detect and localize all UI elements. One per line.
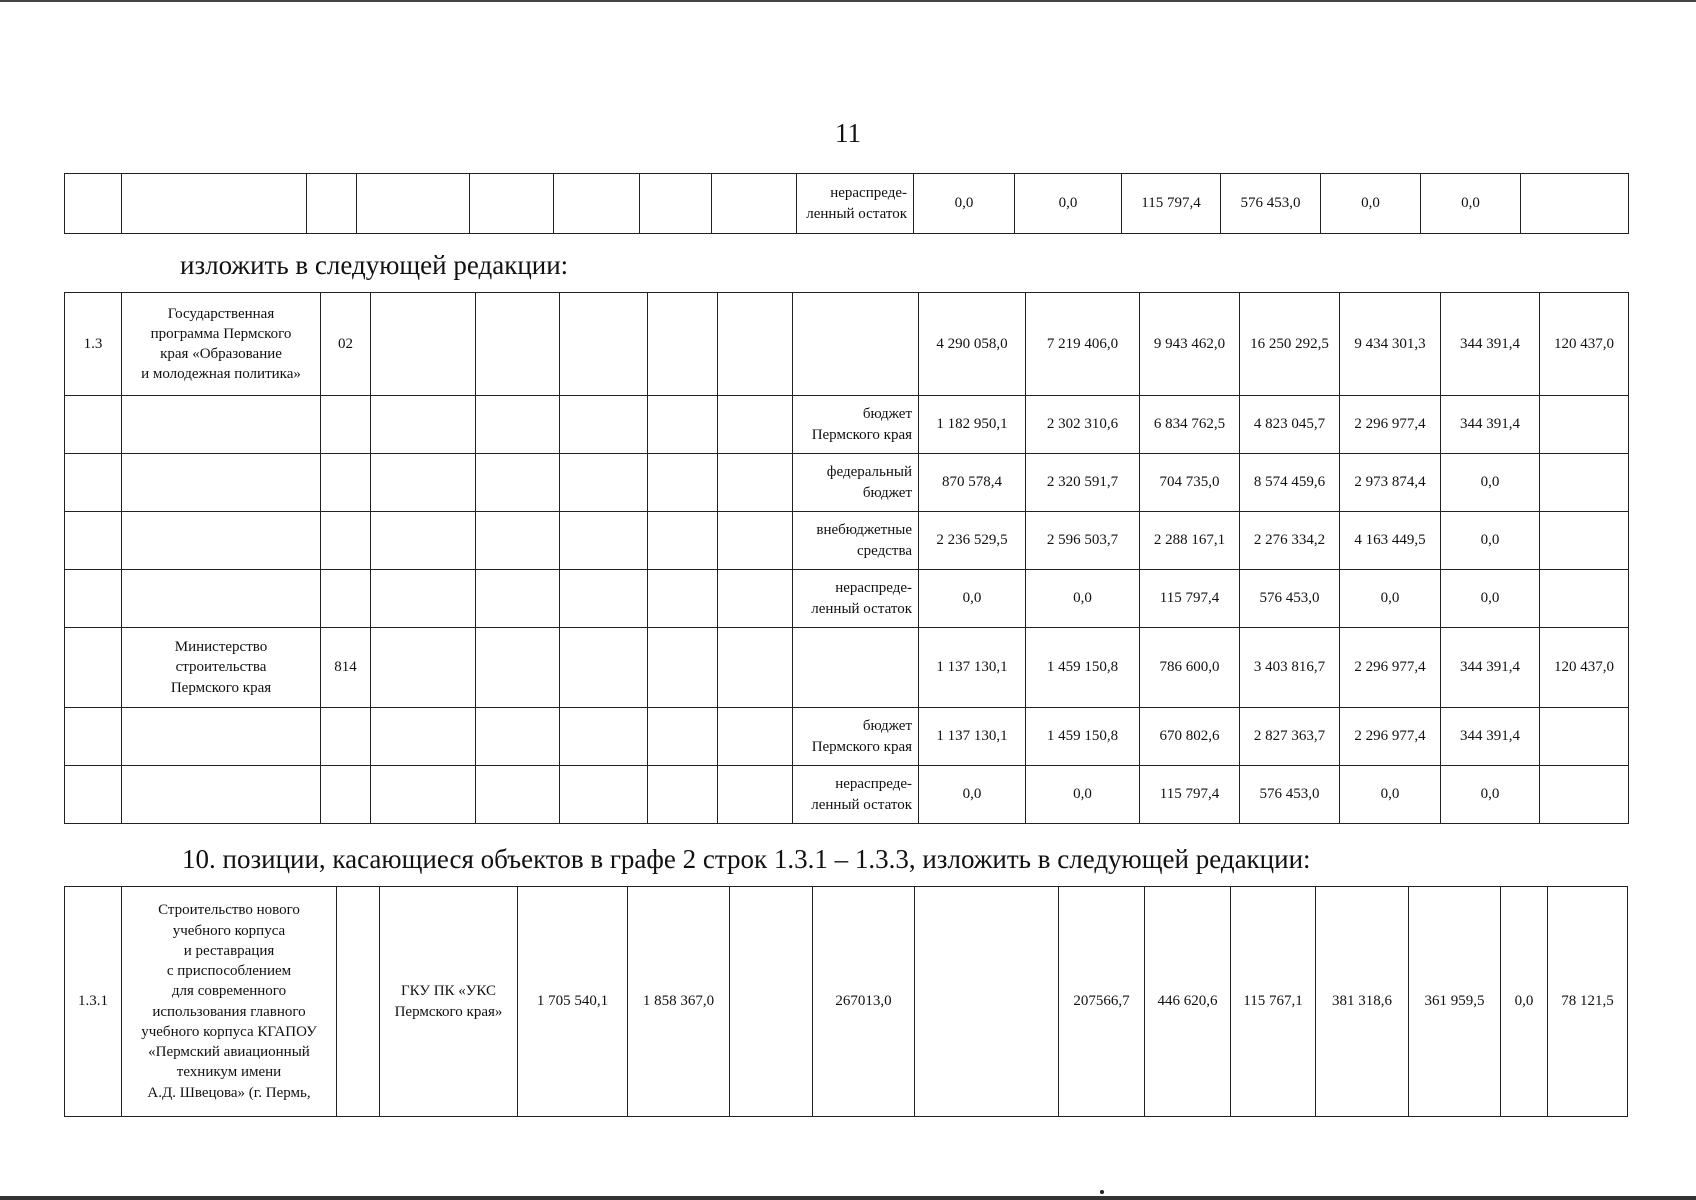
value-cell: 2 302 310,6 — [1026, 396, 1140, 454]
table-cell — [476, 293, 560, 396]
value-cell: 4 290 058,0 — [919, 293, 1026, 396]
table-cell — [560, 766, 648, 824]
table-cell — [560, 570, 648, 628]
program-name-cell: Государственная программа Пермского края «Образование и молодежная политика» — [122, 293, 321, 396]
program-name-cell — [122, 454, 321, 512]
table-cell — [554, 174, 640, 234]
table-row — [65, 708, 1629, 766]
value-cell: 1 858 367,0 — [628, 887, 730, 1117]
table-cell — [560, 628, 648, 708]
table-cell — [560, 293, 648, 396]
table-cell — [648, 628, 718, 708]
table-cell — [648, 766, 718, 824]
value-cell: 2 296 977,4 — [1340, 396, 1441, 454]
table-cell — [718, 766, 793, 824]
funding-source-cell — [793, 293, 919, 396]
value-cell: 4 163 449,5 — [1340, 512, 1441, 570]
value-cell: 0,0 — [919, 766, 1026, 824]
value-cell: 1 459 150,8 — [1026, 708, 1140, 766]
row-number-cell — [65, 628, 122, 708]
table-cell — [357, 174, 470, 234]
funding-source-cell: бюджет Пермского края — [793, 708, 919, 766]
value-cell: 361 959,5 — [1409, 887, 1501, 1117]
value-cell: 115 797,4 — [1122, 174, 1221, 234]
value-cell — [1540, 708, 1629, 766]
funding-source-cell: нераспреде- ленный остаток — [797, 174, 914, 234]
value-cell: 207566,7 — [1059, 887, 1145, 1117]
table-cell — [476, 454, 560, 512]
value-cell: 344 391,4 — [1441, 293, 1540, 396]
value-cell: 2 288 167,1 — [1140, 512, 1240, 570]
table-cell — [371, 512, 476, 570]
value-cell: 0,0 — [1321, 174, 1421, 234]
funding-source-cell: нераспреде- ленный остаток — [793, 766, 919, 824]
table-cell — [371, 570, 476, 628]
value-cell: 1 137 130,1 — [919, 628, 1026, 708]
table-row — [65, 628, 1629, 708]
value-cell: 344 391,4 — [1441, 708, 1540, 766]
table-cell — [718, 512, 793, 570]
funding-source-cell — [793, 628, 919, 708]
value-cell: 120 437,0 — [1540, 293, 1629, 396]
value-cell: 381 318,6 — [1316, 887, 1409, 1117]
table-row — [65, 512, 1629, 570]
table-cell — [718, 396, 793, 454]
value-cell — [1540, 570, 1629, 628]
value-cell: 120 437,0 — [1540, 628, 1629, 708]
value-cell: 16 250 292,5 — [1240, 293, 1340, 396]
code-cell — [321, 454, 371, 512]
value-cell: 1 705 540,1 — [518, 887, 628, 1117]
code-cell: 814 — [321, 628, 371, 708]
table-cell — [718, 454, 793, 512]
value-cell: 0,0 — [1501, 887, 1548, 1117]
object-name-cell: Строительство нового учебного корпуса и реставрация с приспособлением для современного использования главного учебного корпуса КГАПОУ «Пермский авиационный техникум имени А.Д. Швецова» (г. Пермь, — [122, 887, 337, 1117]
row-number-cell — [65, 708, 122, 766]
page-number: 11 — [835, 118, 861, 148]
value-cell — [1540, 396, 1629, 454]
value-cell: 2 296 977,4 — [1340, 628, 1441, 708]
table-cell — [371, 708, 476, 766]
row-number-cell: 1.3 — [65, 293, 122, 396]
funding-source-cell: бюджет Пермского края — [793, 396, 919, 454]
code-cell — [321, 512, 371, 570]
code-cell — [321, 708, 371, 766]
value-cell: 9 943 462,0 — [1140, 293, 1240, 396]
value-cell: 0,0 — [914, 174, 1015, 234]
value-cell: 115 797,4 — [1140, 570, 1240, 628]
funding-source-cell: нераспреде- ленный остаток — [793, 570, 919, 628]
value-cell: 3 403 816,7 — [1240, 628, 1340, 708]
table-cell — [476, 512, 560, 570]
table-cell — [718, 708, 793, 766]
table-row — [65, 454, 1629, 512]
table-cell — [648, 708, 718, 766]
table-cell — [371, 766, 476, 824]
value-cell: 446 620,6 — [1145, 887, 1231, 1117]
value-cell: 78 121,5 — [1548, 887, 1628, 1117]
table-cell — [371, 293, 476, 396]
value-cell: 9 434 301,3 — [1340, 293, 1441, 396]
table-row — [65, 174, 1629, 234]
value-cell — [1540, 766, 1629, 824]
code-cell — [321, 570, 371, 628]
table-top — [64, 173, 1629, 234]
value-cell: 786 600,0 — [1140, 628, 1240, 708]
program-name-cell — [122, 766, 321, 824]
table-bottom — [64, 886, 1628, 1117]
table-row — [65, 396, 1629, 454]
table-cell — [371, 454, 476, 512]
table-row — [65, 887, 1628, 1117]
value-cell — [1540, 454, 1629, 512]
value-cell: 2 276 334,2 — [1240, 512, 1340, 570]
table-cell — [65, 174, 122, 234]
value-cell — [915, 887, 1059, 1117]
funding-source-cell: внебюджетные средства — [793, 512, 919, 570]
value-cell: 576 453,0 — [1221, 174, 1321, 234]
table-cell — [371, 396, 476, 454]
value-cell: 4 823 045,7 — [1240, 396, 1340, 454]
value-cell: 344 391,4 — [1441, 628, 1540, 708]
value-cell — [1521, 174, 1629, 234]
value-cell: 115 797,4 — [1140, 766, 1240, 824]
table-cell — [648, 570, 718, 628]
table-cell — [640, 174, 712, 234]
row-number-cell — [65, 512, 122, 570]
value-cell: 704 735,0 — [1140, 454, 1240, 512]
value-cell: 6 834 762,5 — [1140, 396, 1240, 454]
code-cell: 02 — [321, 293, 371, 396]
table-cell — [476, 708, 560, 766]
row-number-cell — [65, 766, 122, 824]
scan-top-edge — [0, 0, 1696, 2]
value-cell: 1 137 130,1 — [919, 708, 1026, 766]
value-cell: 0,0 — [1441, 454, 1540, 512]
value-cell: 2 320 591,7 — [1026, 454, 1140, 512]
table-cell — [560, 708, 648, 766]
program-name-cell — [122, 512, 321, 570]
row-number-cell — [65, 454, 122, 512]
table-cell — [371, 628, 476, 708]
table-row — [65, 766, 1629, 824]
table-cell — [560, 396, 648, 454]
organization-cell: ГКУ ПК «УКС Пермского края» — [380, 887, 518, 1117]
value-cell: 1 459 150,8 — [1026, 628, 1140, 708]
value-cell: 0,0 — [1026, 766, 1140, 824]
table-cell — [476, 766, 560, 824]
scan-speck — [1100, 1190, 1104, 1194]
value-cell: 0,0 — [1441, 570, 1540, 628]
table-main-body — [65, 293, 1629, 824]
value-cell: 267013,0 — [813, 887, 915, 1117]
value-cell: 0,0 — [919, 570, 1026, 628]
table-main — [64, 292, 1629, 824]
table-row — [65, 293, 1629, 396]
program-name-cell — [122, 708, 321, 766]
value-cell: 8 574 459,6 — [1240, 454, 1340, 512]
table-cell — [718, 628, 793, 708]
value-cell: 576 453,0 — [1240, 570, 1340, 628]
table-cell — [560, 512, 648, 570]
value-cell: 0,0 — [1340, 570, 1441, 628]
value-cell: 2 596 503,7 — [1026, 512, 1140, 570]
value-cell: 0,0 — [1441, 766, 1540, 824]
section-heading: 10. позиции, касающиеся объектов в графе 2 строк 1.3.1 – 1.3.3, изложить в следующей редакции: — [182, 844, 1311, 874]
value-cell — [730, 887, 813, 1117]
table-cell — [712, 174, 797, 234]
program-name-cell: Министерство строительства Пермского края — [122, 628, 321, 708]
value-cell: 2 827 363,7 — [1240, 708, 1340, 766]
value-cell: 2 236 529,5 — [919, 512, 1026, 570]
table-cell — [648, 293, 718, 396]
value-cell: 2 973 874,4 — [1340, 454, 1441, 512]
table-cell — [560, 454, 648, 512]
table-cell — [718, 293, 793, 396]
row-number-cell — [65, 570, 122, 628]
table-cell — [337, 887, 380, 1117]
value-cell: 115 767,1 — [1231, 887, 1316, 1117]
table-cell — [476, 628, 560, 708]
value-cell: 0,0 — [1015, 174, 1122, 234]
value-cell: 870 578,4 — [919, 454, 1026, 512]
program-name-cell — [122, 396, 321, 454]
table-cell — [122, 174, 307, 234]
value-cell: 0,0 — [1441, 512, 1540, 570]
scan-bottom-edge — [0, 1196, 1696, 1200]
value-cell: 0,0 — [1340, 766, 1441, 824]
table-cell — [470, 174, 554, 234]
code-cell — [321, 396, 371, 454]
table-cell — [476, 570, 560, 628]
value-cell: 670 802,6 — [1140, 708, 1240, 766]
value-cell: 1 182 950,1 — [919, 396, 1026, 454]
table-cell — [648, 512, 718, 570]
value-cell: 576 453,0 — [1240, 766, 1340, 824]
program-name-cell — [122, 570, 321, 628]
value-cell: 0,0 — [1026, 570, 1140, 628]
code-cell — [321, 766, 371, 824]
value-cell: 344 391,4 — [1441, 396, 1540, 454]
value-cell: 0,0 — [1421, 174, 1521, 234]
row-number-cell — [65, 396, 122, 454]
funding-source-cell: федеральный бюджет — [793, 454, 919, 512]
table-cell — [476, 396, 560, 454]
value-cell — [1540, 512, 1629, 570]
table-cell — [718, 570, 793, 628]
section-heading: изложить в следующей редакции: — [180, 250, 569, 280]
table-cell — [648, 454, 718, 512]
table-cell — [307, 174, 357, 234]
row-number-cell: 1.3.1 — [65, 887, 122, 1117]
table-cell — [648, 396, 718, 454]
value-cell: 2 296 977,4 — [1340, 708, 1441, 766]
value-cell: 7 219 406,0 — [1026, 293, 1140, 396]
table-row — [65, 570, 1629, 628]
